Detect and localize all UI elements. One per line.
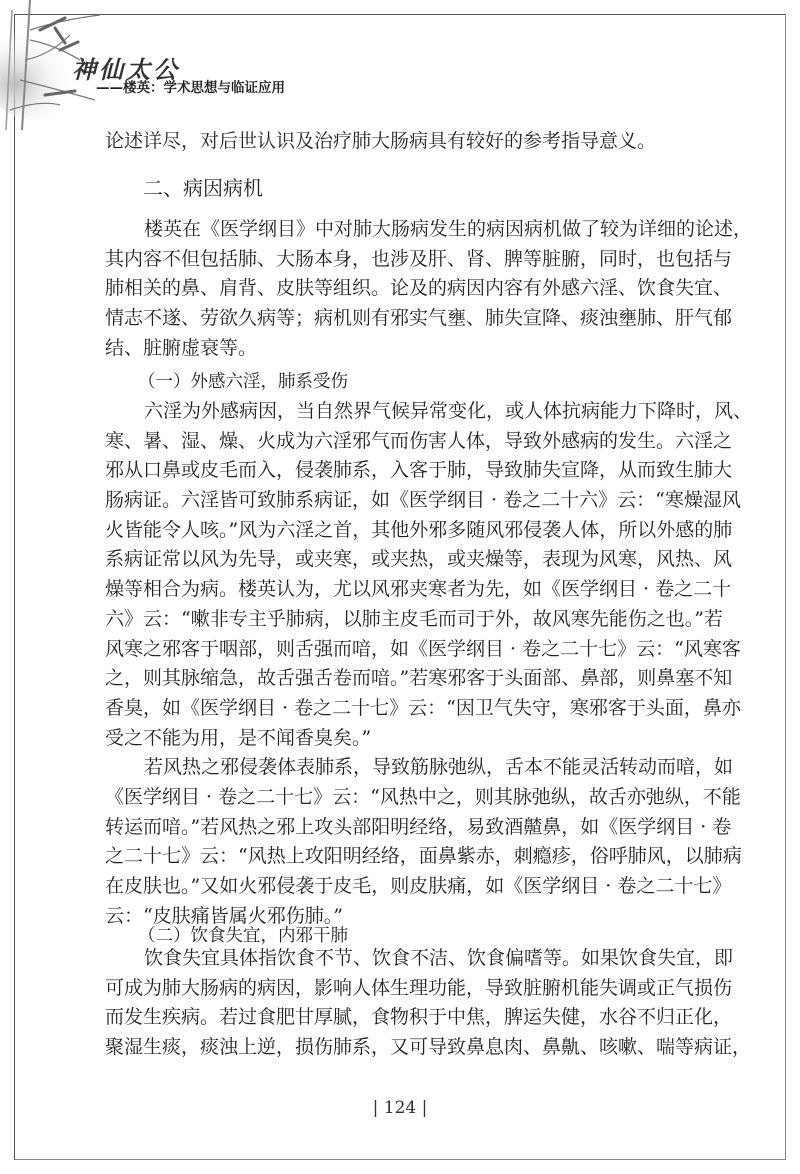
intro-paragraph bbox=[105, 127, 697, 157]
text-line: 若风热之邪侵袭体表肺系，导致筋脉弛纵，舌本不能灵活转动而喑，如 bbox=[144, 756, 734, 779]
text-line: 情志不遂、劳欲久病等；病机则有邪实气壅、肺失宣降、痰浊壅肺、肝气郁 bbox=[105, 307, 733, 330]
text-line: 结、脏腑虚衰等。 bbox=[105, 336, 258, 359]
text-line: 肺相关的鼻、肩背、皮肤等组织。论及的病因内容有外感六淫、饮食失宜、 bbox=[105, 277, 733, 300]
subsection2-paragraph1 bbox=[105, 944, 752, 1063]
section-paragraph bbox=[105, 215, 753, 363]
text-line: 转运而喑。”若风热之邪上攻头部阳明经络，易致酒齄鼻，如《医学纲目 · 卷 bbox=[105, 815, 732, 838]
section-heading: 二、病因病机 bbox=[143, 176, 263, 200]
text-line: 火皆能令人咳。”风为六淫之首，其他外邪多随风邪侵袭人体，所以外感的肺 bbox=[105, 518, 733, 541]
text-line: 风寒之邪客于咽部，则舌强而喑，如《医学纲目 · 卷之二十七》云：“风寒客 bbox=[105, 637, 741, 660]
text-line: 之，则其脉缩急，故舌强舌卷而喑。”若寒邪客于头面部、鼻部，则鼻塞不知 bbox=[105, 667, 733, 690]
text-line: 香臭，如《医学纲目 · 卷之二十七》云：“因卫气失守，寒邪客于头面，鼻亦 bbox=[105, 696, 741, 719]
text-line: 而发生疾病。若过食肥甘厚腻，食物积于中焦，脾运失健，水谷不归正化， bbox=[105, 1006, 733, 1029]
text-line: 六淫为外感病因，当自然界气候异常变化，或人体抗病能力下降时，风、 bbox=[144, 400, 753, 422]
text-line: 云：“皮肤痛皆属火邪伤肺。” bbox=[105, 904, 343, 927]
text-line: 肠病证。六淫皆可致肺系病证，如《医学纲目 · 卷之二十六》云：“寒燥湿风 bbox=[105, 489, 741, 512]
text-line: 六》云：“嗽非专主乎肺病，以肺主皮毛而司于外，故风寒先能伤之也。”若 bbox=[105, 607, 723, 630]
text-line: 论述详尽，对后世认识及治疗肺大肠病具有较好的参考指导意义。 bbox=[105, 130, 657, 152]
text-line: 楼英在《医学纲目》中对肺大肠病发生的病因病机做了较为详细的论述， bbox=[144, 218, 753, 240]
book-brand-title: 神仙太公 bbox=[72, 55, 180, 84]
subsection1-paragraph1 bbox=[105, 397, 753, 931]
text-line: 邪从口鼻或皮毛而入，侵袭肺系，入客于肺，导致肺失宣降，从而致生肺大 bbox=[105, 459, 733, 482]
text-line: 寒、暑、湿、燥、火成为六淫邪气而伤害人体，导致外感病的发生。六淫之 bbox=[105, 429, 733, 452]
subsection-heading: （二）饮食失宜，内邪干肺 bbox=[138, 926, 348, 946]
subsection-heading: （一）外感六淫，肺系受伤 bbox=[138, 372, 348, 392]
text-line: 燥等相合为病。楼英认为，尤以风邪夹寒者为先，如《医学纲目 · 卷之二十 bbox=[105, 578, 732, 601]
text-line: 之二十七》云：“风热上攻阳明经络，面鼻紫赤，刺瘾疹，俗呼肺风，以肺病 bbox=[105, 845, 742, 868]
text-line: 系病证常以风为先导，或夹寒，或夹热，或夹燥等，表现为风寒，风热、风 bbox=[105, 548, 733, 571]
book-subtitle: ——楼英：学术思想与临证应用 bbox=[96, 80, 285, 96]
text-line: 受之不能为用，是不闻香臭矣。” bbox=[105, 726, 372, 749]
text-line: 饮食失宜具体指饮食不节、饮食不洁、饮食偏嗜等。如果饮食失宜，即 bbox=[144, 947, 734, 969]
text-line: 在皮肤也。”又如火邪侵袭于皮毛，则皮肤痛，如《医学纲目 · 卷之二十七》 bbox=[105, 875, 732, 897]
text-line: 可成为肺大肠病的病因，影响人体生理功能，导致脏腑机能失调或正气损伤 bbox=[105, 976, 733, 999]
text-line: 其内容不但包括肺、大肠本身，也涉及肝、肾、脾等脏腑，同时，也包括与 bbox=[105, 247, 733, 270]
text-line: 《医学纲目 · 卷之二十七》云：“风热中之，则其脉弛纵，故舌亦弛纵，不能 bbox=[105, 785, 741, 808]
page-number: | 124 | bbox=[372, 1098, 428, 1118]
text-line: 聚湿生痰，痰浊上逆，损伤肺系，又可导致鼻息肉、鼻鼽、咳嗽、喘等病证， bbox=[105, 1036, 752, 1059]
